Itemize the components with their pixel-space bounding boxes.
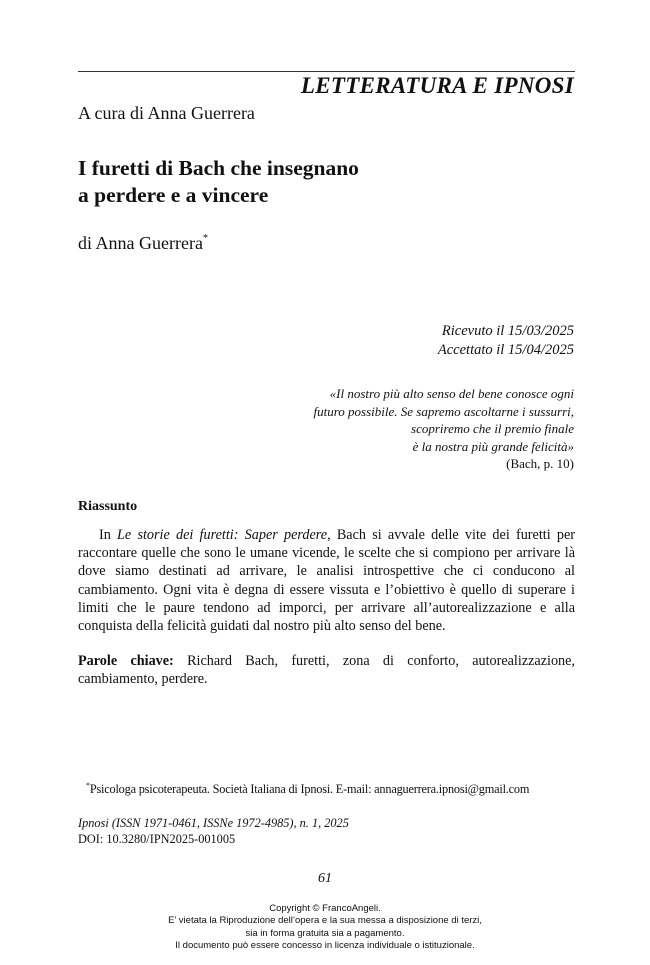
author-footnote [86,781,529,797]
epigraph-line-3: scopriremo che il premio finale [411,421,574,436]
article-title-line-2: a perdere e a vincere [78,183,269,207]
header-rule [78,71,575,72]
epigraph-line-4: è la nostra più grande felicità» [412,438,574,454]
abstract-lead: In [99,527,118,543]
epigraph-line-1: «Il nostro più alto senso del bene conosce ogni [329,386,574,401]
copyright-line-2: E’ vietata la Riproduzione dell’opera e la sua messa a disposizione di terzi, [168,915,482,927]
book-title: Le storie dei furetti: Saper perdere [117,527,328,543]
epigraph [314,385,575,473]
page-number: 61 [318,871,332,886]
journal-citation [78,815,349,847]
copyright-line-4: Il documento può essere concesso in licenza individuale o istituzionale. [175,939,475,951]
journal-info: Ipnosi (ISSN 1971-0461, ISSNe 1972-4985), n. 1, 2025 [78,816,349,830]
accepted-date: Accettato il 15/04/2025 [437,342,574,358]
copyright-line-1: Copyright © FrancoAngeli. [269,903,381,914]
copyright-line-3: sia in forma gratuita sia a pagamento. [245,927,405,939]
article-title-line-1: I furetti di Bach che insegnano [78,156,359,180]
abstract-heading: Riassunto [78,499,138,514]
received-date: Ricevuto il 15/03/2025 [441,323,574,339]
keywords-text: Richard Bach, furetti, zona di conforto, autorealizzazione, cambiamento, perdere. [78,653,575,688]
copyright-notice [0,903,650,952]
epigraph-line-2: futuro possibile. Se sapremo ascoltarne i sussurri, [313,403,574,419]
submission-dates [438,322,574,360]
author-footnote-mark[interactable]: * [202,233,208,244]
epigraph-source: (Bach, p. 10) [506,456,574,471]
footnote-text: Psicologa psicoterapeuta. Società Italiana di Ipnosi. E-mail: annaguerrera.ipnosi@gmail.com [89,782,530,796]
keywords-label: Parole chiave: [78,653,174,669]
abstract-body: , Bach si avvale delle vite dei furetti per raccontare quelle che sono le umane vicende, le scelte che si compiono per arrivare là dove siamo destinati ad arrivare, le analisi introspettive che ci conducono al cambiamento. Ogni vita è degna di essere vissuta e l’obiettivo è quello di superare i limiti che le paure tendono ad imporci, per arrivare all’autorealizzazione e alla conquista della felicità guidati dal nostro più alto senso del bene. [78,527,575,635]
author-line [78,233,208,254]
section-title: LETTERATURA E IPNOSI [300,73,574,98]
abstract-paragraph [78,526,575,635]
article-title [78,155,538,209]
doi[interactable]: DOI: 10.3280/IPN2025-001005 [78,832,236,846]
keywords-paragraph [78,652,575,688]
editor-line: A cura di Anna Guerrera [78,103,255,123]
footnote-mark: * [86,781,90,790]
author-name: di Anna Guerrera [78,233,203,253]
